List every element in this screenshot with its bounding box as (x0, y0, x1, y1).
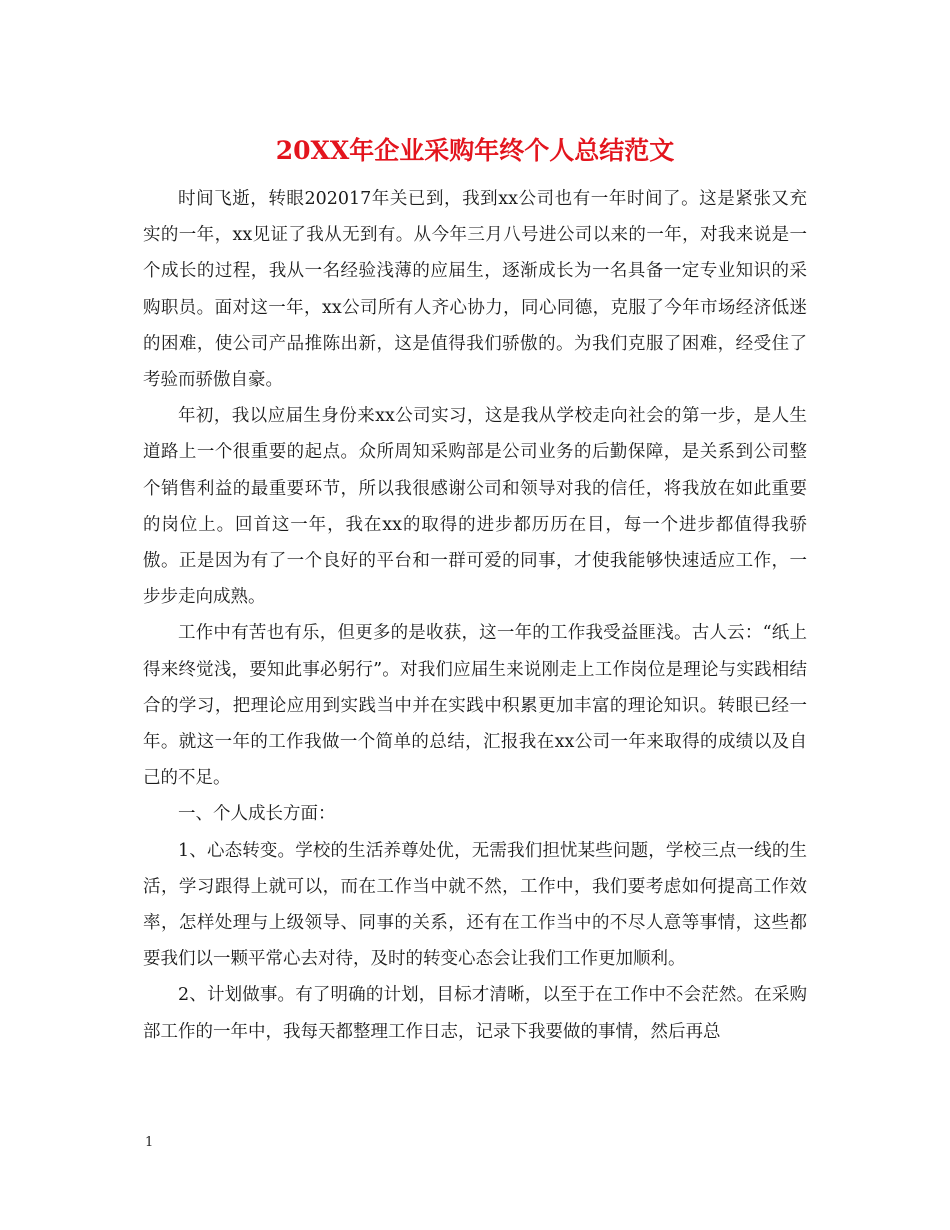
page-number: 1 (145, 1135, 154, 1150)
paragraph-mindset-change: 1、心态转变。学校的生活养尊处优，无需我们担忧某些问题，学校三点一线的生活，学习跟得上就可以，而在工作当中就不然，工作中，我们要考虑如何提高工作效率，怎样处理与上级领导、同事的关系，还有在工作当中的不尽人意等事情，这些都要我们以一颗平常心去对待，及时的转变心态会让我们工作更加顺利。 (143, 840, 807, 970)
paragraph-work-gains: 工作中有苦也有乐，但更多的是收获，这一年的工作我受益匪浅。古人云：“纸上得来终觉浅，要知此事必躬行”。对我们应届生来说刚走上工作岗位是理论与实践相结合的学习，把理论应用到实践当中并在实践中积累更加丰富的理论知识。转眼已经一年。就这一年的工作我做一个简单的总结，汇报我在xx公司一年来取得的成绩以及自己的不足。 (143, 623, 807, 789)
section-heading-personal-growth: 一、个人成长方面： (178, 804, 336, 825)
paragraph-planned-work: 2、计划做事。有了明确的计划，目标才清晰，以至于在工作中不会茫然。在采购部工作的一年中，我每天都整理工作日志，记录下我要做的事情，然后再总 (143, 985, 807, 1042)
document-body (143, 181, 807, 1050)
paragraph-intro: 时间飞逝，转眼202017年关已到，我到xx公司也有一年时间了。这是紧张又充实的一年，xx见证了我从无到有。从今年三月八号进公司以来的一年，对我来说是一个成长的过程，我从一名经验浅薄的应届生，逐渐成长为一名具备一定专业知识的采购职员。面对这一年，xx公司所有人齐心协力，同心同德，克服了今年市场经济低迷的困难，使公司产品推陈出新，这是值得我们骄傲的。为我们克服了困难，经受住了考验而骄傲自豪。 (143, 189, 807, 391)
document-title: 20XX年企业采购年终个人总结范文 (275, 136, 675, 165)
paragraph-beginning-of-year: 年初，我以应届生身份来xx公司实习，这是我从学校走向社会的第一步，是人生道路上一个很重要的起点。众所周知采购部是公司业务的后勤保障，是关系到公司整个销售利益的最重要环节，所以我很感谢公司和领导对我的信任，将我放在如此重要的岗位上。回首这一年，我在xx的取得的进步都历历在目，每一个进步都值得我骄傲。正是因为有了一个良好的平台和一群可爱的同事，才使我能够快速适应工作，一步步走向成熟。 (143, 406, 807, 608)
